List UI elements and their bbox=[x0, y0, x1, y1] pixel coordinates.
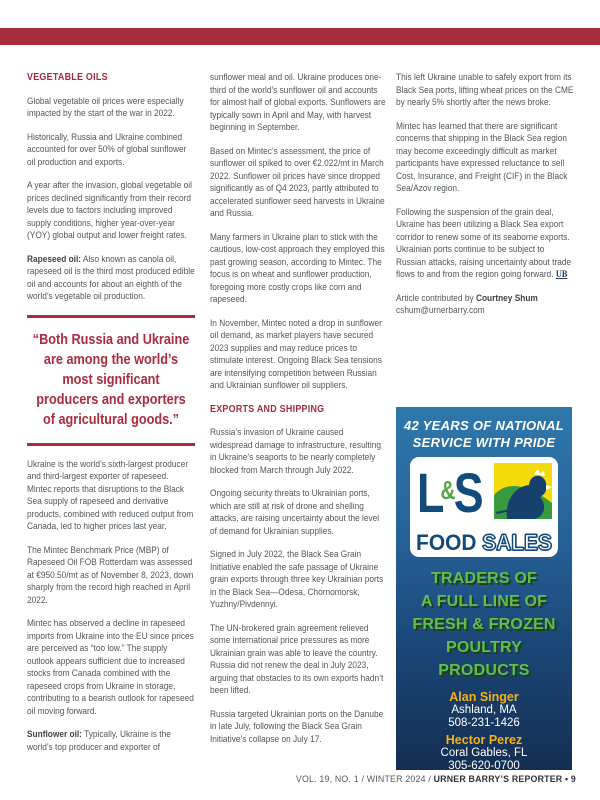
section-heading-exports-shipping: EXPORTS AND SHIPPING bbox=[210, 403, 325, 415]
page-footer bbox=[296, 774, 576, 784]
paragraph: In November, Mintec noted a drop in sunflower oil demand, as market players have secured 2023 supplies and may reduce prices to stimulate interest. Ongoing Black Sea tensions are intensifying competition between Russian and Ukrainian sunflower oil suppliers. bbox=[210, 317, 382, 391]
contact-phone: 305-620-0700 bbox=[448, 760, 520, 770]
sunflower-oil-lead: Sunflower oil: bbox=[27, 729, 82, 740]
byline-email: cshum@urnerbarry.com bbox=[396, 305, 485, 316]
paragraph: The UN-brokered grain agreement relieved some international price pressures as more Ukrainian grain was able to leave the country. Russia did not renew the deal in July 2023, arguing that obstacles to its own exports hadn’t been lifted. bbox=[210, 622, 384, 696]
sunflower-oil-text: Typically, Ukraine is the world’s top producer and exporter of bbox=[27, 729, 171, 753]
contact-city: Ashland, MA bbox=[451, 704, 517, 716]
paragraph: This left Ukraine unable to safely export from its Black Sea ports, lifting wheat prices on the CME by nearly 5% shortly after the news broke. bbox=[396, 72, 574, 108]
paragraph: Global vegetable oil prices were especially impacted by the start of the war in 2022. bbox=[27, 95, 184, 119]
rapeseed-oil-lead: Rapeseed oil: bbox=[27, 253, 82, 265]
column-right bbox=[396, 72, 576, 329]
paragraph: Russia’s invasion of Ukraine caused widespread damage to infrastructure, resulting in Ukraine’s seaports to be nearly completely blocked from March through July 2022. bbox=[210, 427, 381, 476]
logo-letter-s: S bbox=[453, 461, 482, 524]
ad-message-line: PRODUCTS bbox=[438, 662, 530, 679]
logo-ls-letters bbox=[417, 461, 482, 524]
column-left bbox=[27, 72, 195, 765]
paragraph: Signed in July 2022, the Black Sea Grain Initiative enabled the safe passage of Ukraine grain exports through three key Ukrainian ports in the Black Sea—Odesa, Chornomorsk, Yuzhny/Pivdennyi. bbox=[210, 549, 384, 610]
contact-name: Hector Perez bbox=[445, 733, 523, 747]
logo-ampersand: & bbox=[440, 475, 456, 505]
footer-issue-text: VOL. 19, NO. 1 / WINTER 2024 / bbox=[295, 774, 434, 784]
ad-tagline-line2: SERVICE WITH PRIDE bbox=[412, 435, 556, 450]
ad-tagline-line1: 42 YEARS OF NATIONAL bbox=[403, 418, 565, 433]
paragraph bbox=[396, 207, 576, 282]
paragraph: Mintec has learned that there are significant concerns that shipping in the Black Sea region may become exceedingly difficult as market participants have expressed reluctance to sell Cost, Insurance, and Freight (CIF) in the Black Sea/Azov region. bbox=[396, 120, 568, 194]
contact-block bbox=[396, 733, 572, 770]
contact-block bbox=[396, 690, 572, 730]
ad-message-line: TRADERS OF bbox=[431, 570, 537, 587]
urner-barry-ub-end-mark-icon: UB bbox=[555, 270, 568, 280]
ad-tagline bbox=[396, 417, 572, 451]
contact-phone: 508-231-1426 bbox=[448, 717, 520, 729]
logo-food-word: FOOD bbox=[416, 530, 483, 555]
ad-message bbox=[396, 567, 572, 682]
paragraph: Historically, Russia and Ukraine combined accounted for over 50% of global sunflower oil production and exports. bbox=[27, 131, 187, 168]
contact-city: Coral Gables, FL bbox=[440, 747, 528, 759]
logo-letter-l: L bbox=[417, 461, 442, 524]
paragraph: The Mintec Benchmark Price (MBP) of Rapeseed Oil FOB Rotterdam was assessed at €950.50/mt as of November 8, 2023, down sharply from the record high reached in April 2022. bbox=[27, 544, 194, 606]
paragraph bbox=[27, 254, 195, 304]
byline-prefix: Article contributed by bbox=[396, 292, 476, 304]
logo-food-sales-text bbox=[414, 532, 555, 554]
byline-author: Courtney Shum bbox=[475, 292, 538, 304]
ad-message-line: POULTRY bbox=[445, 639, 523, 656]
paragraph: Ongoing security threats to Ukrainian ports, which are still at risk of drone and shelling attacks, are raising uncertainty about the level of demand for Ukrainian supplies. bbox=[210, 488, 380, 537]
paragraph bbox=[27, 729, 195, 754]
paragraph: Based on Mintec’s assessment, the price of sunflower oil spiked to over €2.022/mt in March 2022. Sunflower oil prices have since dropped significantly as of Q4 2023, partly attributed to accelerated sunflower seed harvests in Ukraine and Russia. bbox=[210, 145, 385, 219]
ad-message-line: A FULL LINE OF bbox=[420, 593, 548, 610]
paragraph: Many farmers in Ukraine plan to stick with the cautious, low-cost approach they employed this past growing season, according to Mintec. The focus is on wheat and sunflower production, foregoing more costly crops like corn and rapeseed. bbox=[210, 231, 385, 305]
ls-food-sales-logo bbox=[410, 457, 558, 557]
paragraph: Mintec has observed a decline in rapeseed imports from Ukraine into the EU since prices are perceived as “too low.” The supply outlook appears sufficient due to increased stocks from Canada combined with the rapeseed crops from Ukraine in storage, contributing to a bearish outlook for rapeseed oil moving forward. bbox=[27, 618, 194, 717]
byline bbox=[396, 293, 576, 318]
paragraph-text: Following the suspension of the grain deal, Ukraine has been utilizing a Black Sea export corridor to renew some of its seaborne exports. Ukrainian ports continue to be subject to Russian attacks, raising uncertainty about trade flows to and from the region going forward. bbox=[396, 206, 572, 280]
rapeseed-oil-text: Also known as canola oil, rapeseed oil is the third most produced edible oil and accounts for about an eighth of the world’s vegetable oil production. bbox=[27, 253, 195, 302]
ls-food-sales-ad bbox=[396, 407, 572, 770]
contact-name: Alan Singer bbox=[449, 690, 519, 704]
paragraph: A year after the invasion, global vegetable oil prices declined significantly from their record levels due to factors including improved supply conditions, higher year-over-year (YOY) global output and lower freight rates. bbox=[27, 180, 192, 241]
ad-message-line: FRESH & FROZEN bbox=[412, 616, 556, 633]
paragraph: sunflower meal and oil. Ukraine produces one-third of the world’s sunflower oil and accounts for almost half of global exports. Sunflowers are typically sown in April and May, with harvest beginning in September. bbox=[210, 72, 386, 133]
top-red-bar bbox=[0, 28, 600, 45]
logo-sales-word: SALES bbox=[482, 530, 552, 555]
paragraph: Ukraine is the world’s sixth-largest producer and third-largest exporter of rapeseed. Mintec reports that disruptions to the Black Sea supply of rapeseed and derivative products, combined with reduced output from Canada, led to higher prices last year. bbox=[27, 458, 194, 532]
footer-publication-text: URNER BARRY’S REPORTER • 9 bbox=[433, 774, 576, 784]
pull-quote: “Both Russia and Ukraine are among the world’s most significant producers and exporters of agricultural goods.” bbox=[27, 315, 195, 446]
chicken-logo-icon bbox=[494, 463, 552, 519]
column-middle bbox=[210, 72, 387, 757]
paragraph: Russia targeted Ukrainian ports on the Danube in late July, following the Black Sea Grain Initiative’s collapse on July 17. bbox=[210, 708, 384, 745]
ad-contacts bbox=[396, 690, 572, 770]
section-heading-vegetable-oils: VEGETABLE OILS bbox=[27, 72, 108, 83]
